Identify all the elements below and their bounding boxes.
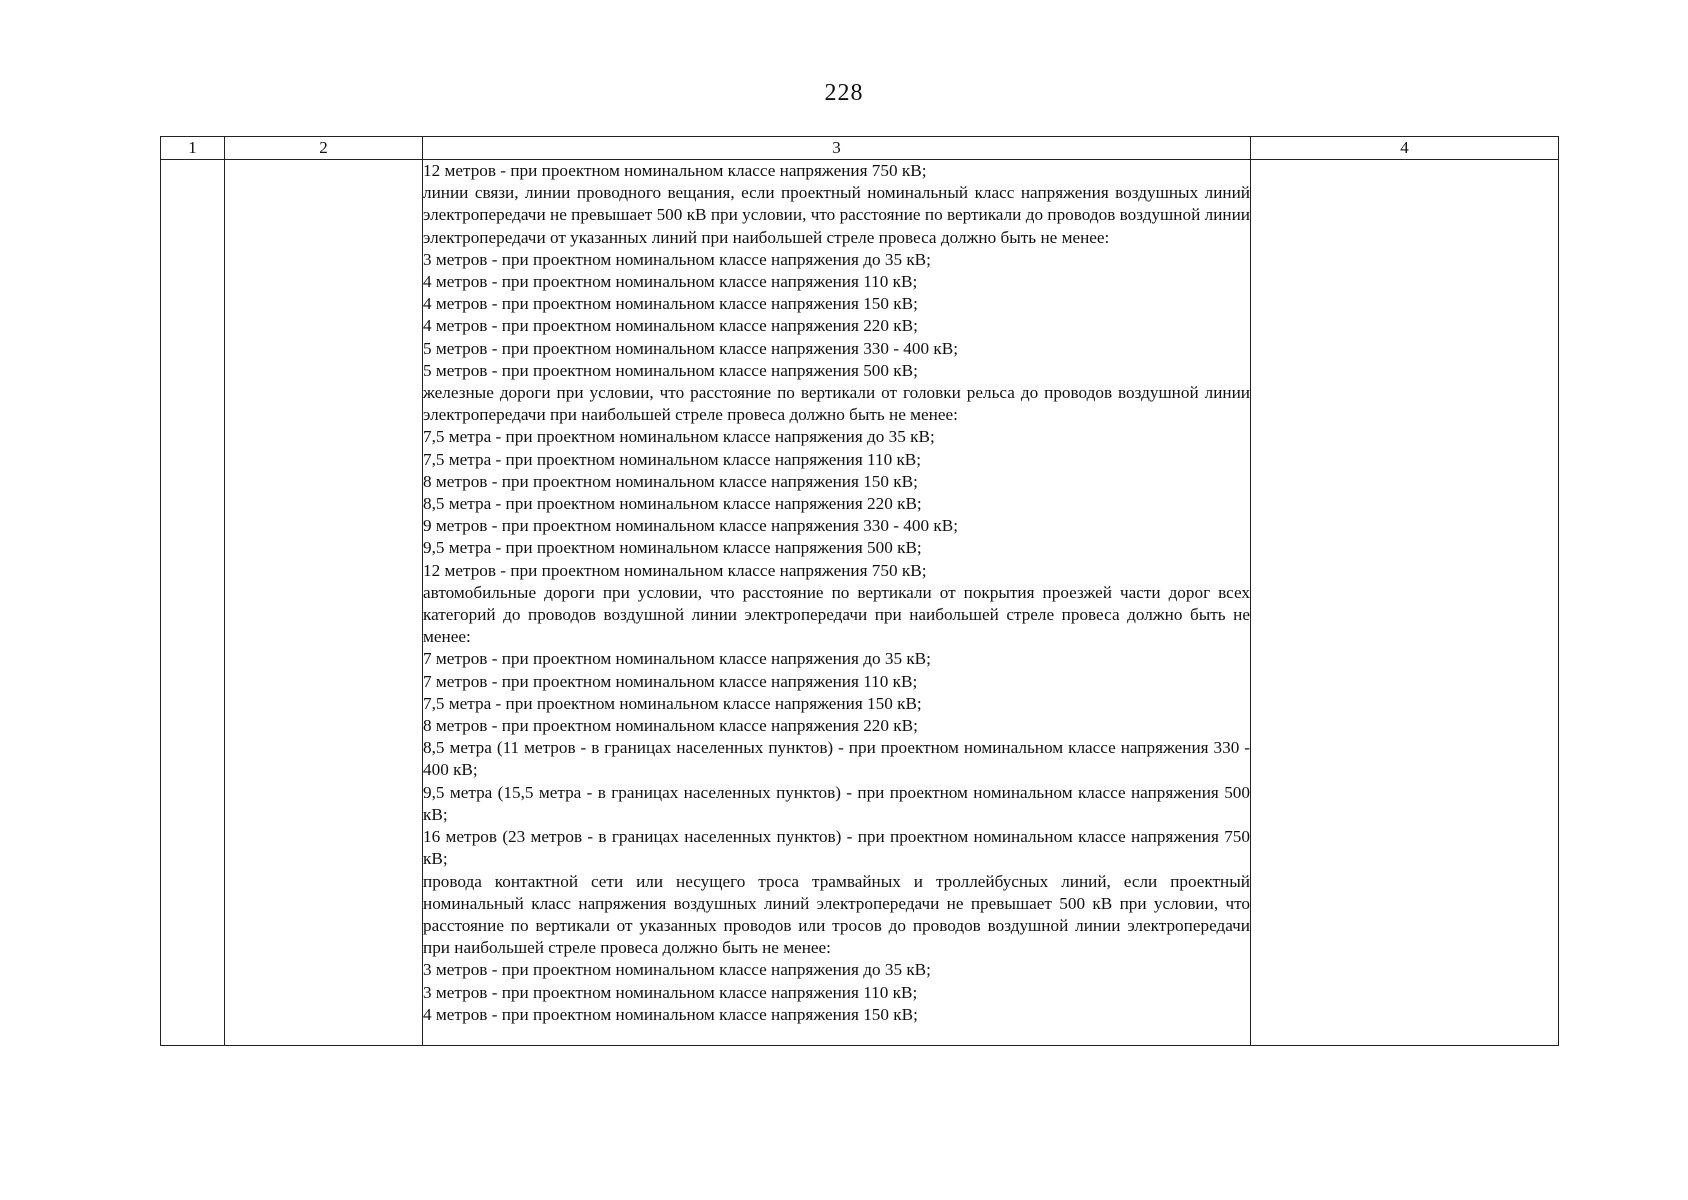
paragraph: 4 метров - при проектном номинальном классе напряжения 220 кВ; — [423, 316, 918, 336]
column-header-2: 2 — [225, 137, 423, 160]
paragraph: линии связи, линии проводного вещания, если проектный номинальный класс напряжения воздушных линий электропередачи не превышает 500 кВ при условии, что расстояние по вертикали до проводов воздушной линии электропередачи от указанных линий при наибольшей стреле провеса должно быть не менее: — [423, 183, 1250, 247]
paragraph: 8,5 метра - при проектном номинальном классе напряжения 220 кВ; — [423, 494, 922, 514]
paragraph: 8,5 метра (11 метров - в границах населенных пунктов) - при проектном номинальном классе напряжения 330 - 400 кВ; — [423, 738, 1250, 780]
paragraph: 8 метров - при проектном номинальном классе напряжения 150 кВ; — [423, 471, 918, 491]
paragraph: 9,5 метра (15,5 метра - в границах населенных пунктов) - при проектном номинальном классе напряжения 500 кВ; — [423, 782, 1250, 824]
paragraph: 12 метров - при проектном номинальном классе напряжения 750 кВ; — [423, 560, 927, 580]
cell-col-4 — [1251, 160, 1559, 1046]
paragraph: 8 метров - при проектном номинальном классе напряжения 220 кВ; — [423, 716, 918, 736]
paragraph: 9 метров - при проектном номинальном классе напряжения 330 - 400 кВ; — [423, 516, 958, 536]
paragraph: 7 метров - при проектном номинальном классе напряжения до 35 кВ; — [423, 649, 931, 669]
column-header-3: 3 — [423, 137, 1251, 160]
paragraph: 7,5 метра - при проектном номинальном классе напряжения 150 кВ; — [423, 693, 922, 713]
paragraph: 5 метров - при проектном номинальном классе напряжения 330 - 400 кВ; — [423, 338, 958, 358]
paragraph: 9,5 метра - при проектном номинальном классе напряжения 500 кВ; — [423, 538, 922, 558]
paragraph: 16 метров (23 метров - в границах населенных пунктов) - при проектном номинальном классе напряжения 750 кВ; — [423, 827, 1250, 869]
paragraph: 5 метров - при проектном номинальном классе напряжения 500 кВ; — [423, 360, 918, 380]
paragraph: железные дороги при условии, что расстояние по вертикали от головки рельса до проводов воздушной линии электропередачи при наибольшей стреле провеса должно быть не менее: — [423, 383, 1250, 425]
paragraph: 7,5 метра - при проектном номинальном классе напряжения до 35 кВ; — [423, 427, 935, 447]
paragraph: 4 метров - при проектном номинальном классе напряжения 150 кВ; — [423, 294, 918, 314]
column-header-1: 1 — [161, 137, 225, 160]
cell-col-2 — [225, 160, 423, 1046]
cell-col-3 — [423, 160, 1251, 1046]
paragraph: 4 метров - при проектном номинальном классе напряжения 150 кВ; — [423, 1004, 918, 1024]
paragraph: 3 метров - при проектном номинальном классе напряжения до 35 кВ; — [423, 249, 931, 269]
table-row — [161, 160, 1559, 1046]
paragraph: 3 метров - при проектном номинальном классе напряжения 110 кВ; — [423, 982, 918, 1002]
page-number: 228 — [824, 80, 864, 106]
paragraph: 12 метров - при проектном номинальном классе напряжения 750 кВ; — [423, 161, 927, 180]
paragraph: 7 метров - при проектном номинальном классе напряжения 110 кВ; — [423, 671, 918, 691]
paragraph: 4 метров - при проектном номинальном классе напряжения 110 кВ; — [423, 272, 918, 292]
cell-col-1 — [161, 160, 225, 1046]
paragraph: провода контактной сети или несущего троса трамвайных и троллейбусных линий, если проектный номинальный класс напряжения воздушных линий электропередачи не превышает 500 кВ при условии, что расстояние по вертикали от указанных проводов или тросов до проводов воздушной линии электропередачи при наибольшей стреле провеса должно быть не менее: — [423, 871, 1250, 958]
paragraph: 3 метров - при проектном номинальном классе напряжения до 35 кВ; — [423, 960, 931, 980]
paragraph: автомобильные дороги при условии, что расстояние по вертикали от покрытия проезжей части дорог всех категорий до проводов воздушной линии электропередачи при наибольшей стреле провеса должно быть не менее: — [423, 582, 1250, 647]
column-header-4: 4 — [1251, 137, 1559, 160]
document-table — [160, 136, 1559, 1046]
paragraph: 7,5 метра - при проектном номинальном классе напряжения 110 кВ; — [423, 449, 922, 469]
table-header-row — [161, 137, 1559, 160]
